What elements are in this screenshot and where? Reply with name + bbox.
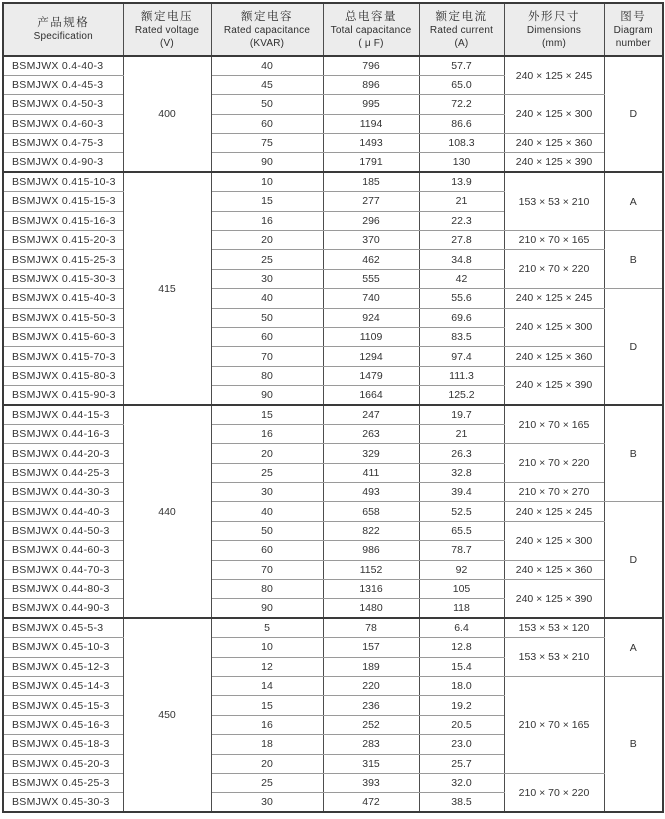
- header-rated-capacitance-en: Rated capacitance: [223, 24, 311, 36]
- spec-cell: BSMJWX 0.44-30-3: [3, 483, 123, 502]
- table-row: [3, 638, 663, 657]
- diagram-cell: B: [604, 405, 663, 502]
- uf-cell: 220: [323, 677, 419, 696]
- header-diagram-number-en: Diagram: [613, 24, 653, 36]
- header-dimensions-en: Dimensions: [526, 24, 582, 36]
- amp-cell: 118: [419, 599, 504, 618]
- spec-cell: BSMJWX 0.4-45-3: [3, 75, 123, 94]
- spec-cell: BSMJWX 0.4-40-3: [3, 56, 123, 75]
- amp-cell: 6.4: [419, 618, 504, 637]
- spec-cell: BSMJWX 0.415-60-3: [3, 327, 123, 346]
- uf-cell: 493: [323, 483, 419, 502]
- uf-cell: 236: [323, 696, 419, 715]
- table-row: [3, 366, 663, 385]
- kvar-cell: 10: [211, 172, 323, 191]
- spec-cell: BSMJWX 0.44-50-3: [3, 521, 123, 540]
- kvar-cell: 15: [211, 405, 323, 424]
- kvar-cell: 40: [211, 289, 323, 308]
- kvar-cell: 50: [211, 521, 323, 540]
- amp-cell: 105: [419, 580, 504, 599]
- amp-cell: 32.8: [419, 463, 504, 482]
- kvar-cell: 90: [211, 599, 323, 618]
- table-header: [3, 3, 663, 56]
- spec-cell: BSMJWX 0.45-16-3: [3, 715, 123, 734]
- kvar-cell: 25: [211, 250, 323, 269]
- amp-cell: 125.2: [419, 386, 504, 405]
- kvar-cell: 60: [211, 327, 323, 346]
- uf-cell: 1791: [323, 153, 419, 172]
- amp-cell: 15.4: [419, 657, 504, 676]
- kvar-cell: 5: [211, 618, 323, 637]
- kvar-cell: 16: [211, 424, 323, 443]
- table-row: [3, 483, 663, 502]
- dimensions-cell: 240 × 125 × 300: [504, 95, 604, 134]
- uf-cell: 822: [323, 521, 419, 540]
- spec-cell: BSMJWX 0.415-90-3: [3, 386, 123, 405]
- dimensions-cell: 240 × 125 × 360: [504, 560, 604, 579]
- table-row: [3, 95, 663, 114]
- uf-cell: 740: [323, 289, 419, 308]
- column-header-rated-voltage: [123, 3, 211, 56]
- dimensions-cell: 210 × 70 × 270: [504, 483, 604, 502]
- spec-cell: BSMJWX 0.4-50-3: [3, 95, 123, 114]
- uf-cell: 555: [323, 269, 419, 288]
- kvar-cell: 50: [211, 95, 323, 114]
- spec-cell: BSMJWX 0.415-30-3: [3, 269, 123, 288]
- kvar-cell: 70: [211, 560, 323, 579]
- uf-cell: 315: [323, 754, 419, 773]
- amp-cell: 32.0: [419, 773, 504, 792]
- header-total-capacitance-unit: ( μ F): [358, 37, 384, 49]
- amp-cell: 13.9: [419, 172, 504, 191]
- header-diagram-number-unit: number: [615, 37, 651, 49]
- table-row: [3, 134, 663, 153]
- amp-cell: 34.8: [419, 250, 504, 269]
- table-row: [3, 677, 663, 696]
- spec-cell: BSMJWX 0.44-15-3: [3, 405, 123, 424]
- uf-cell: 283: [323, 735, 419, 754]
- voltage-cell: 415: [123, 172, 211, 405]
- amp-cell: 65.5: [419, 521, 504, 540]
- amp-cell: 65.0: [419, 75, 504, 94]
- table-row: [3, 521, 663, 540]
- header-rated-current-unit: (A): [454, 37, 469, 49]
- dimensions-cell: 210 × 70 × 165: [504, 231, 604, 250]
- table-row: [3, 502, 663, 521]
- uf-cell: 189: [323, 657, 419, 676]
- uf-cell: 796: [323, 56, 419, 75]
- spec-cell: BSMJWX 0.44-40-3: [3, 502, 123, 521]
- amp-cell: 18.0: [419, 677, 504, 696]
- uf-cell: 472: [323, 793, 419, 812]
- kvar-cell: 90: [211, 386, 323, 405]
- dimensions-cell: 240 × 125 × 300: [504, 521, 604, 560]
- header-rated-capacitance-zh: 额定电容: [241, 10, 293, 23]
- kvar-cell: 40: [211, 502, 323, 521]
- diagram-cell: A: [604, 172, 663, 230]
- amp-cell: 12.8: [419, 638, 504, 657]
- kvar-cell: 20: [211, 444, 323, 463]
- table-row: [3, 444, 663, 463]
- spec-cell: BSMJWX 0.415-50-3: [3, 308, 123, 327]
- header-total-capacitance-zh: 总电容量: [345, 10, 397, 23]
- uf-cell: 1194: [323, 114, 419, 133]
- dimensions-cell: 240 × 125 × 390: [504, 580, 604, 619]
- header-specification-zh: 产品规格: [37, 17, 90, 29]
- column-header-rated-capacitance: [211, 3, 323, 56]
- header-rated-voltage-en: Rated voltage: [134, 24, 200, 36]
- amp-cell: 21: [419, 192, 504, 211]
- header-rated-current-zh: 额定电流: [435, 10, 488, 23]
- spec-cell: BSMJWX 0.45-5-3: [3, 618, 123, 637]
- spec-cell: BSMJWX 0.4-60-3: [3, 114, 123, 133]
- uf-cell: 277: [323, 192, 419, 211]
- uf-cell: 393: [323, 773, 419, 792]
- diagram-cell: D: [604, 56, 663, 172]
- dimensions-cell: 210 × 70 × 220: [504, 773, 604, 812]
- amp-cell: 83.5: [419, 327, 504, 346]
- kvar-cell: 40: [211, 56, 323, 75]
- spec-cell: BSMJWX 0.45-15-3: [3, 696, 123, 715]
- kvar-cell: 90: [211, 153, 323, 172]
- spec-cell: BSMJWX 0.44-70-3: [3, 560, 123, 579]
- dimensions-cell: 240 × 125 × 360: [504, 134, 604, 153]
- dimensions-cell: 210 × 70 × 220: [504, 250, 604, 289]
- kvar-cell: 70: [211, 347, 323, 366]
- table-row: [3, 250, 663, 269]
- spec-cell: BSMJWX 0.45-12-3: [3, 657, 123, 676]
- kvar-cell: 15: [211, 696, 323, 715]
- kvar-cell: 10: [211, 638, 323, 657]
- kvar-cell: 14: [211, 677, 323, 696]
- dimensions-cell: 153 × 53 × 210: [504, 638, 604, 677]
- table-row: [3, 347, 663, 366]
- spec-cell: BSMJWX 0.415-40-3: [3, 289, 123, 308]
- dimensions-cell: 240 × 125 × 390: [504, 153, 604, 172]
- column-header-total-capacitance: [323, 3, 419, 56]
- uf-cell: 411: [323, 463, 419, 482]
- table-row: [3, 580, 663, 599]
- kvar-cell: 20: [211, 754, 323, 773]
- amp-cell: 39.4: [419, 483, 504, 502]
- uf-cell: 329: [323, 444, 419, 463]
- diagram-cell: B: [604, 231, 663, 289]
- header-rated-current-en: Rated current: [429, 24, 494, 36]
- spec-cell: BSMJWX 0.415-70-3: [3, 347, 123, 366]
- amp-cell: 26.3: [419, 444, 504, 463]
- spec-cell: BSMJWX 0.45-25-3: [3, 773, 123, 792]
- uf-cell: 1294: [323, 347, 419, 366]
- amp-cell: 97.4: [419, 347, 504, 366]
- amp-cell: 19.2: [419, 696, 504, 715]
- dimensions-cell: 153 × 53 × 210: [504, 172, 604, 230]
- table-row: [3, 308, 663, 327]
- table-row: [3, 289, 663, 308]
- kvar-cell: 80: [211, 580, 323, 599]
- column-header-diagram-number: [604, 3, 663, 56]
- kvar-cell: 30: [211, 483, 323, 502]
- amp-cell: 22.3: [419, 211, 504, 230]
- amp-cell: 23.0: [419, 735, 504, 754]
- diagram-cell: A: [604, 618, 663, 676]
- amp-cell: 21: [419, 424, 504, 443]
- spec-cell: BSMJWX 0.45-30-3: [3, 793, 123, 812]
- column-header-specification: [3, 3, 123, 56]
- kvar-cell: 45: [211, 75, 323, 94]
- spec-cell: BSMJWX 0.45-10-3: [3, 638, 123, 657]
- kvar-cell: 20: [211, 231, 323, 250]
- spec-cell: BSMJWX 0.44-16-3: [3, 424, 123, 443]
- dimensions-cell: 240 × 125 × 360: [504, 347, 604, 366]
- uf-cell: 462: [323, 250, 419, 269]
- header-rated-capacitance-unit: (KVAR): [249, 37, 285, 49]
- header-row: [3, 3, 663, 56]
- spec-cell: BSMJWX 0.45-14-3: [3, 677, 123, 696]
- header-dimensions-unit: (mm): [541, 37, 567, 49]
- uf-cell: 247: [323, 405, 419, 424]
- table-row: [3, 560, 663, 579]
- dimensions-cell: 240 × 125 × 245: [504, 56, 604, 95]
- uf-cell: 263: [323, 424, 419, 443]
- dimensions-cell: 240 × 125 × 245: [504, 502, 604, 521]
- voltage-cell: 440: [123, 405, 211, 618]
- uf-cell: 78: [323, 618, 419, 637]
- voltage-cell: 400: [123, 56, 211, 172]
- amp-cell: 69.6: [419, 308, 504, 327]
- table-row: [3, 618, 663, 637]
- uf-cell: 1316: [323, 580, 419, 599]
- kvar-cell: 25: [211, 773, 323, 792]
- amp-cell: 52.5: [419, 502, 504, 521]
- kvar-cell: 18: [211, 735, 323, 754]
- kvar-cell: 16: [211, 211, 323, 230]
- uf-cell: 995: [323, 95, 419, 114]
- dimensions-cell: 240 × 125 × 245: [504, 289, 604, 308]
- spec-cell: BSMJWX 0.4-75-3: [3, 134, 123, 153]
- header-specification-en: Specification: [33, 31, 93, 42]
- spec-cell: BSMJWX 0.44-20-3: [3, 444, 123, 463]
- dimensions-cell: 210 × 70 × 220: [504, 444, 604, 483]
- spec-cell: BSMJWX 0.44-80-3: [3, 580, 123, 599]
- uf-cell: 370: [323, 231, 419, 250]
- amp-cell: 57.7: [419, 56, 504, 75]
- header-total-capacitance-en: Total capacitance: [330, 24, 412, 36]
- spec-cell: BSMJWX 0.44-60-3: [3, 541, 123, 560]
- column-header-dimensions: [504, 3, 604, 56]
- dimensions-cell: 240 × 125 × 390: [504, 366, 604, 405]
- table-row: [3, 405, 663, 424]
- uf-cell: 252: [323, 715, 419, 734]
- amp-cell: 108.3: [419, 134, 504, 153]
- amp-cell: 20.5: [419, 715, 504, 734]
- spec-cell: BSMJWX 0.44-90-3: [3, 599, 123, 618]
- uf-cell: 924: [323, 308, 419, 327]
- header-dimensions-zh: 外形尺寸: [528, 10, 580, 23]
- kvar-cell: 25: [211, 463, 323, 482]
- amp-cell: 78.7: [419, 541, 504, 560]
- uf-cell: 185: [323, 172, 419, 191]
- table-body: [3, 56, 663, 812]
- amp-cell: 92: [419, 560, 504, 579]
- amp-cell: 72.2: [419, 95, 504, 114]
- amp-cell: 27.8: [419, 231, 504, 250]
- kvar-cell: 75: [211, 134, 323, 153]
- spec-cell: BSMJWX 0.415-20-3: [3, 231, 123, 250]
- kvar-cell: 60: [211, 114, 323, 133]
- spec-cell: BSMJWX 0.44-25-3: [3, 463, 123, 482]
- header-diagram-number-zh: 图号: [620, 10, 647, 23]
- kvar-cell: 15: [211, 192, 323, 211]
- dimensions-cell: 210 × 70 × 165: [504, 677, 604, 774]
- amp-cell: 19.7: [419, 405, 504, 424]
- dimensions-cell: 210 × 70 × 165: [504, 405, 604, 444]
- uf-cell: 1109: [323, 327, 419, 346]
- header-rated-voltage-zh: 额定电压: [141, 10, 193, 23]
- diagram-cell: D: [604, 289, 663, 405]
- kvar-cell: 80: [211, 366, 323, 385]
- spec-cell: BSMJWX 0.415-15-3: [3, 192, 123, 211]
- header-rated-voltage-unit: (V): [160, 37, 174, 49]
- amp-cell: 25.7: [419, 754, 504, 773]
- amp-cell: 55.6: [419, 289, 504, 308]
- uf-cell: 1152: [323, 560, 419, 579]
- table-row: [3, 56, 663, 75]
- uf-cell: 986: [323, 541, 419, 560]
- kvar-cell: 16: [211, 715, 323, 734]
- kvar-cell: 30: [211, 269, 323, 288]
- diagram-cell: B: [604, 677, 663, 813]
- uf-cell: 1493: [323, 134, 419, 153]
- amp-cell: 42: [419, 269, 504, 288]
- amp-cell: 38.5: [419, 793, 504, 812]
- uf-cell: 157: [323, 638, 419, 657]
- uf-cell: 1664: [323, 386, 419, 405]
- voltage-cell: 450: [123, 618, 211, 812]
- kvar-cell: 60: [211, 541, 323, 560]
- uf-cell: 896: [323, 75, 419, 94]
- uf-cell: 1480: [323, 599, 419, 618]
- dimensions-cell: 240 × 125 × 300: [504, 308, 604, 347]
- spec-cell: BSMJWX 0.45-20-3: [3, 754, 123, 773]
- diagram-cell: D: [604, 502, 663, 618]
- uf-cell: 296: [323, 211, 419, 230]
- kvar-cell: 30: [211, 793, 323, 812]
- spec-cell: BSMJWX 0.415-16-3: [3, 211, 123, 230]
- uf-cell: 1479: [323, 366, 419, 385]
- table-row: [3, 153, 663, 172]
- spec-cell: BSMJWX 0.415-10-3: [3, 172, 123, 191]
- table-row: [3, 773, 663, 792]
- spec-cell: BSMJWX 0.415-80-3: [3, 366, 123, 385]
- spec-cell: BSMJWX 0.4-90-3: [3, 153, 123, 172]
- amp-cell: 86.6: [419, 114, 504, 133]
- table-row: [3, 231, 663, 250]
- spec-cell: BSMJWX 0.415-25-3: [3, 250, 123, 269]
- table-row: [3, 172, 663, 191]
- spec-cell: BSMJWX 0.45-18-3: [3, 735, 123, 754]
- column-header-rated-current: [419, 3, 504, 56]
- dimensions-cell: 153 × 53 × 120: [504, 618, 604, 637]
- uf-cell: 658: [323, 502, 419, 521]
- amp-cell: 130: [419, 153, 504, 172]
- product-spec-table: [2, 2, 664, 813]
- amp-cell: 111.3: [419, 366, 504, 385]
- kvar-cell: 50: [211, 308, 323, 327]
- kvar-cell: 12: [211, 657, 323, 676]
